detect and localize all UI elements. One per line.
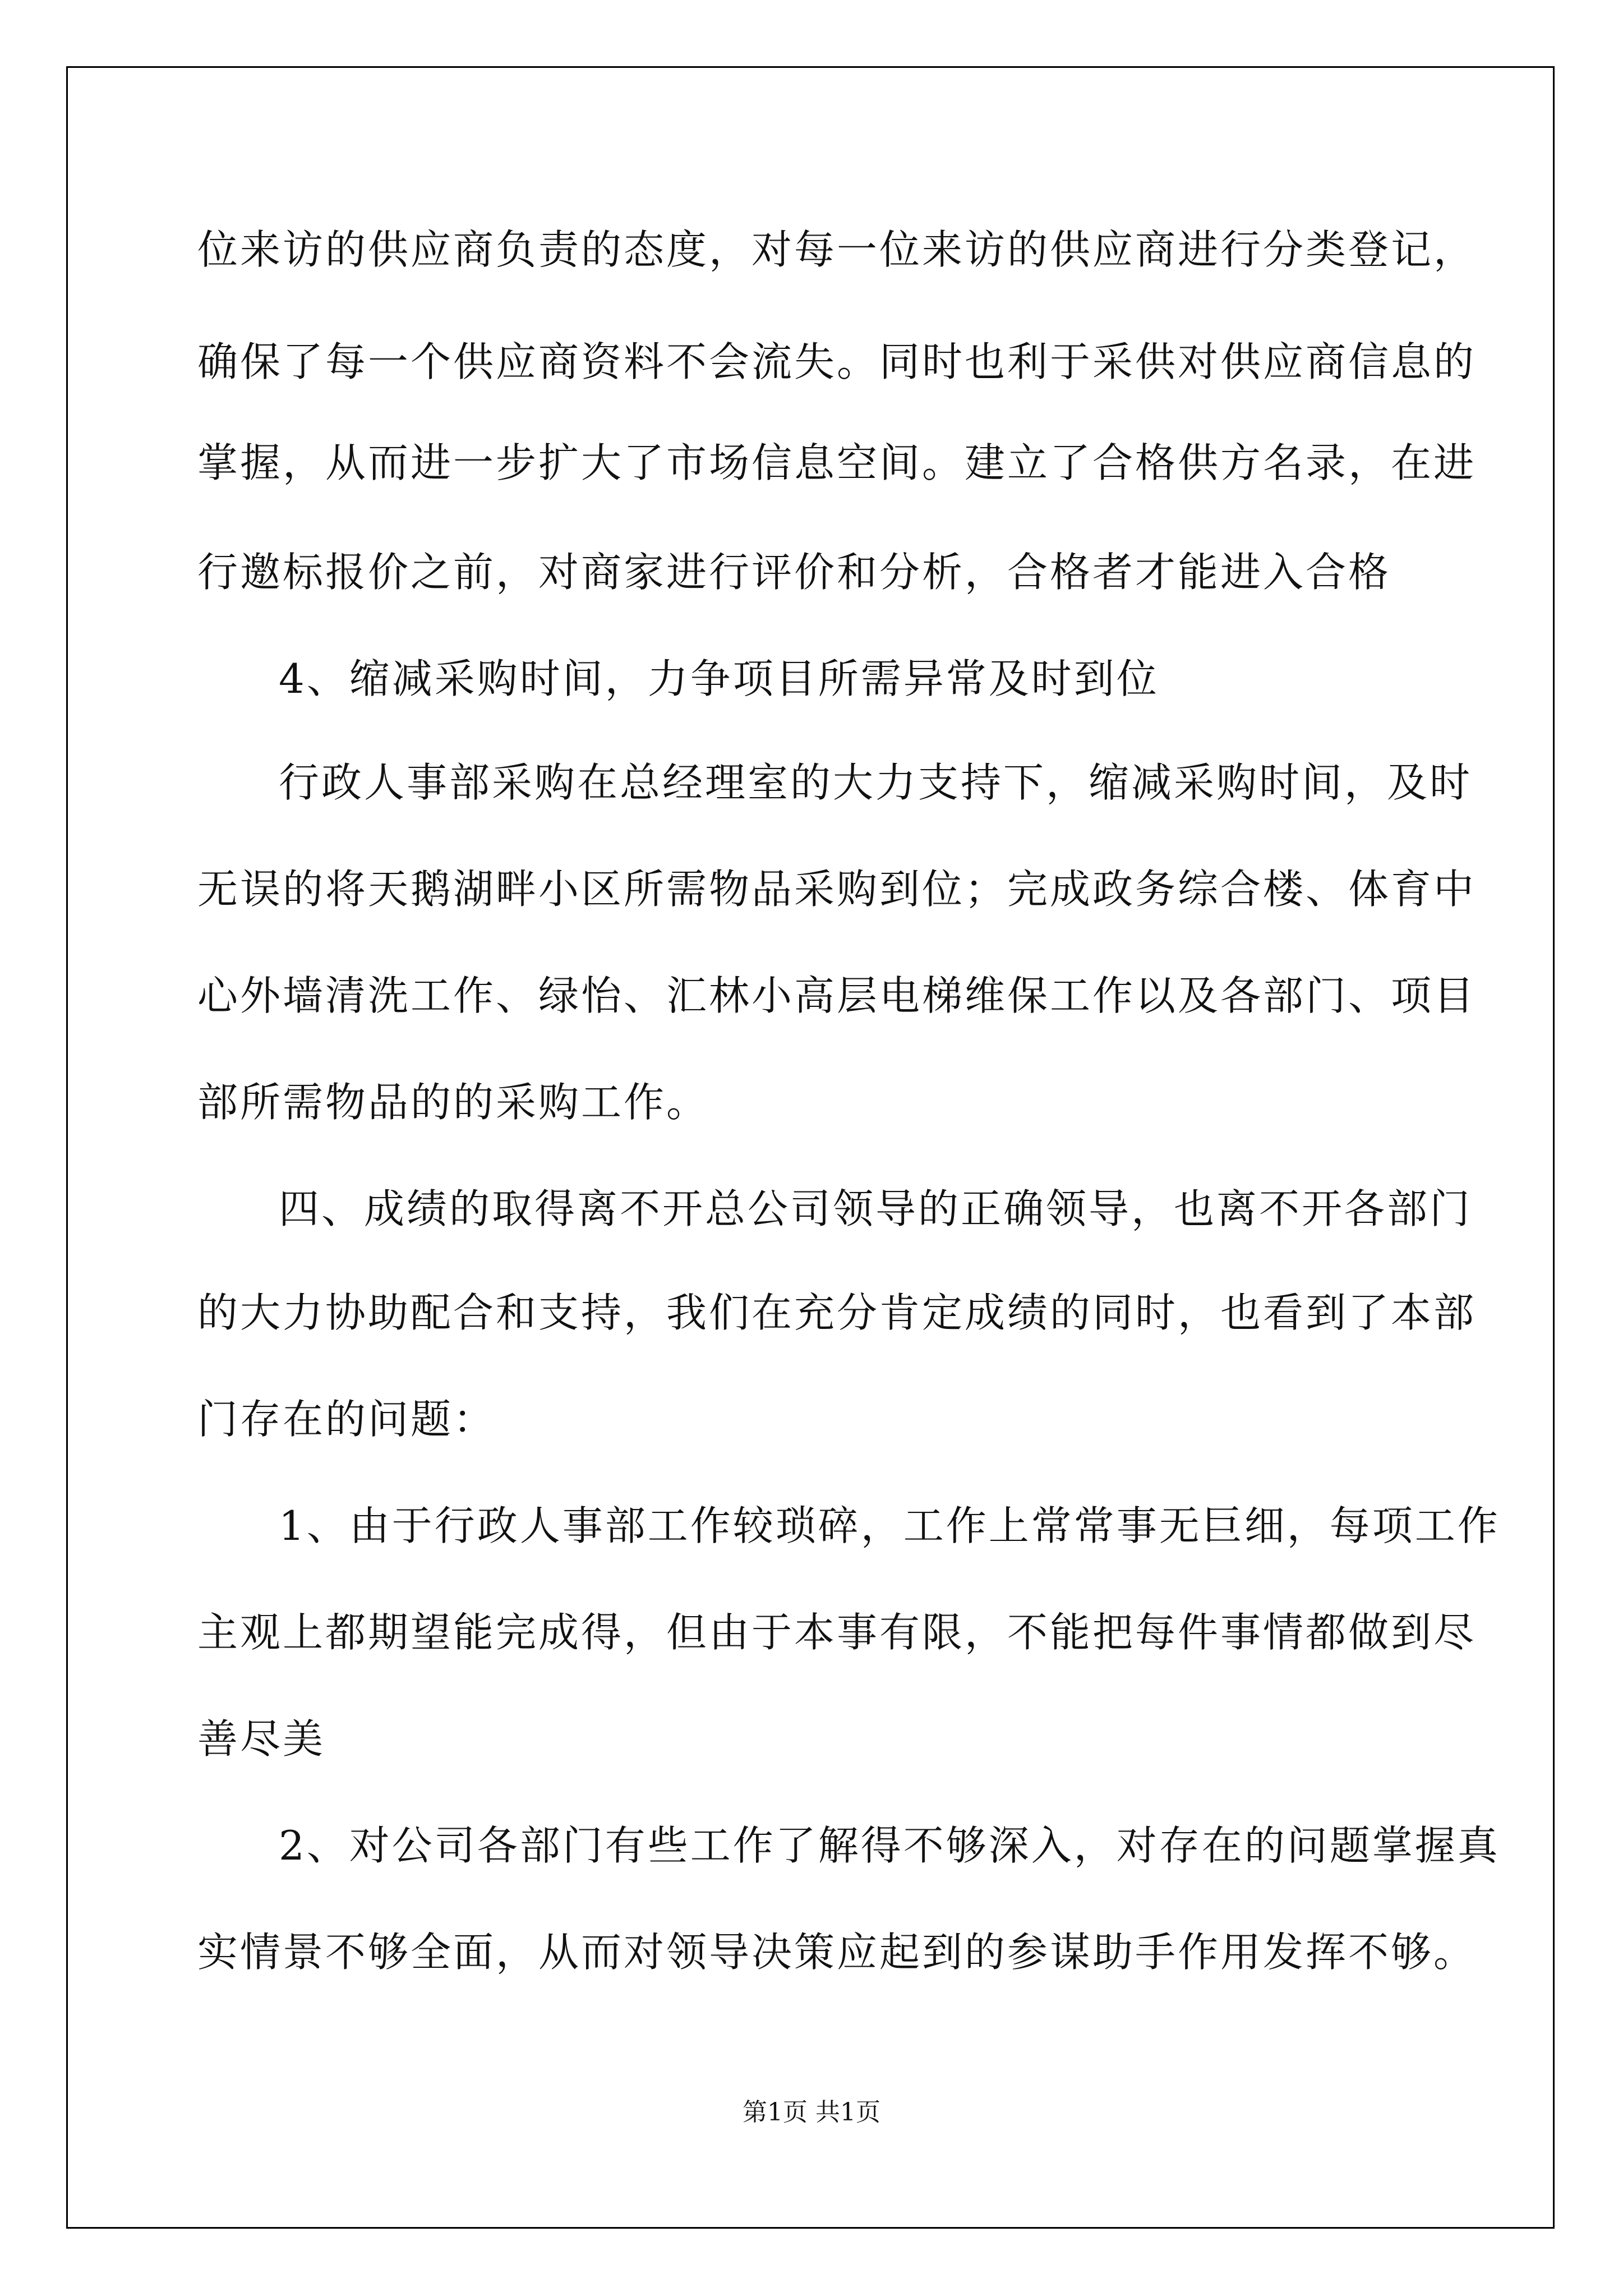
text-line: 门存在的问题： (197, 1396, 496, 1443)
text-line: 行政人事部采购在总经理室的大力支持下，缩减采购时间，及时 (279, 759, 1473, 806)
text-line: 1、由于行政人事部工作较琐碎，工作上常常事无巨细，每项工作 (279, 1502, 1500, 1549)
text-line: 行邀标报价之前，对商家进行评价和分析，合格者才能进入合格 (197, 549, 1391, 596)
text-line: 掌握，从而进一步扩大了市场信息空间。建立了合格供方名录，在进 (197, 439, 1477, 486)
text-line: 4、缩减采购时间，力争项目所需异常及时到位 (279, 655, 1159, 702)
text-line: 实情景不够全面，从而对领导决策应起到的参谋助手作用发挥不够。 (197, 1929, 1477, 1976)
page-border (66, 66, 1555, 2229)
text-line: 主观上都期望能完成得，但由于本事有限，不能把每件事情都做到尽 (197, 1609, 1477, 1656)
text-line: 确保了每一个供应商资料不会流失。同时也利于采供对供应商信息的 (197, 338, 1477, 385)
text-line: 的大力协助配合和支持，我们在充分肯定成绩的同时，也看到了本部 (197, 1289, 1477, 1336)
text-line: 无误的将天鹅湖畔小区所需物品采购到位；完成政务综合楼、体育中 (197, 866, 1477, 913)
text-line: 四、成绩的取得离不开总公司领导的正确领导，也离不开各部门 (279, 1185, 1473, 1232)
text-line: 部所需物品的的采购工作。 (197, 1079, 709, 1126)
text-line: 善尽美 (197, 1715, 326, 1763)
text-line: 2、对公司各部门有些工作了解得不够深入，对存在的问题掌握真 (279, 1822, 1500, 1869)
text-line: 位来访的供应商负责的态度，对每一位来访的供应商进行分类登记， (197, 226, 1477, 273)
text-line: 心外墙清洗工作、绿怡、汇林小高层电梯维保工作以及各部门、项目 (197, 972, 1477, 1019)
page-footer: 第1页 共1页 (743, 2098, 880, 2127)
